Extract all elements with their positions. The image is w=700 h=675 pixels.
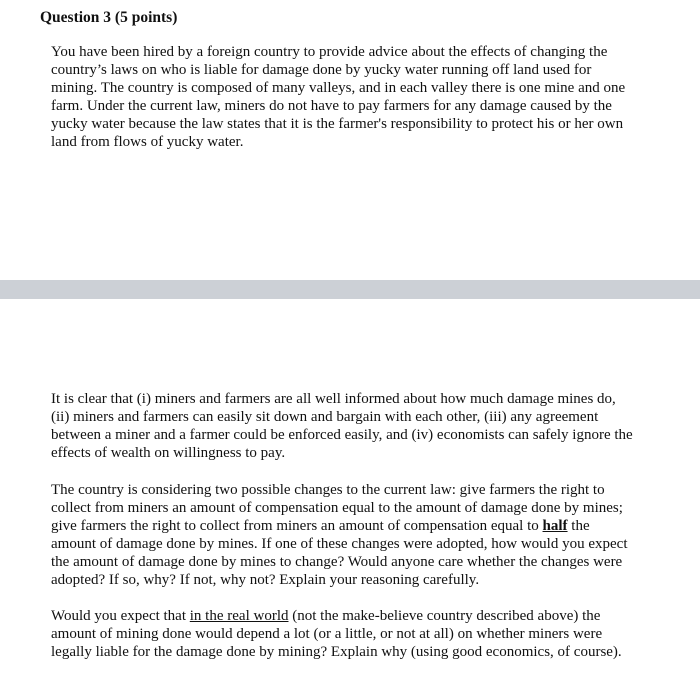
text-line: collect from miners an amount of compensation equal to the amount of damage done by mines; bbox=[51, 500, 623, 516]
text-line: between a miner and a farmer could be enforced easily, and (iv) economists can safely ignore the bbox=[51, 427, 633, 443]
text-line: (ii) miners and farmers can easily sit down and bargain with each other, (iii) any agreement bbox=[51, 409, 599, 425]
text-line: legally liable for the damage done by mining? Explain why (using good economics, of course). bbox=[51, 644, 622, 660]
text-line: yucky water because the law states that it is the farmer's responsibility to protect his or her own bbox=[51, 116, 624, 132]
emphasized-real-world: in the real world bbox=[189, 608, 289, 624]
text-line: land from flows of yucky water. bbox=[51, 134, 244, 150]
section-divider bbox=[0, 280, 700, 299]
intro-paragraph bbox=[51, 43, 671, 151]
text-line: adopted? If so, why? If not, why not? Explain your reasoning carefully. bbox=[51, 572, 480, 588]
text-line: amount of mining done would depend a lot (or a little, or not at all) on whether miners were bbox=[51, 626, 603, 642]
text-line: mining. The country is composed of many valleys, and in each valley there is one mine and one bbox=[51, 80, 626, 96]
text-line: farm. Under the current law, miners do not have to pay farmers for any damage caused by the bbox=[51, 98, 612, 114]
real-world-paragraph bbox=[51, 607, 671, 661]
text-line bbox=[51, 517, 671, 535]
text-line: country’s laws on who is liable for damage done by yucky water running off land used for bbox=[51, 62, 592, 78]
text-line: It is clear that (i) miners and farmers are all well informed about how much damage mines do, bbox=[51, 391, 616, 407]
text-line: effects of wealth on willingness to pay. bbox=[51, 445, 286, 461]
text-line: You have been hired by a foreign country to provide advice about the effects of changing the bbox=[51, 44, 608, 60]
law-changes-paragraph bbox=[51, 481, 671, 589]
text-line: amount of damage done by mines. If one of these changes were adopted, how would you expect bbox=[51, 536, 628, 552]
text-segment: (not the make-believe country described above) the bbox=[288, 608, 601, 624]
text-line: The country is considering two possible changes to the current law: give farmers the right to bbox=[51, 482, 605, 498]
text-segment: the bbox=[567, 518, 590, 534]
text-line: the amount of damage done by mines to change? Would anyone care whether the changes were bbox=[51, 554, 623, 570]
emphasized-half: half bbox=[542, 518, 568, 534]
text-line bbox=[51, 607, 671, 625]
text-segment: Would you expect that bbox=[51, 608, 190, 624]
text-segment: give farmers the right to collect from miners an amount of compensation equal to bbox=[51, 518, 543, 534]
question-title: Question 3 (5 points) bbox=[40, 9, 178, 26]
assumptions-paragraph bbox=[51, 390, 671, 462]
